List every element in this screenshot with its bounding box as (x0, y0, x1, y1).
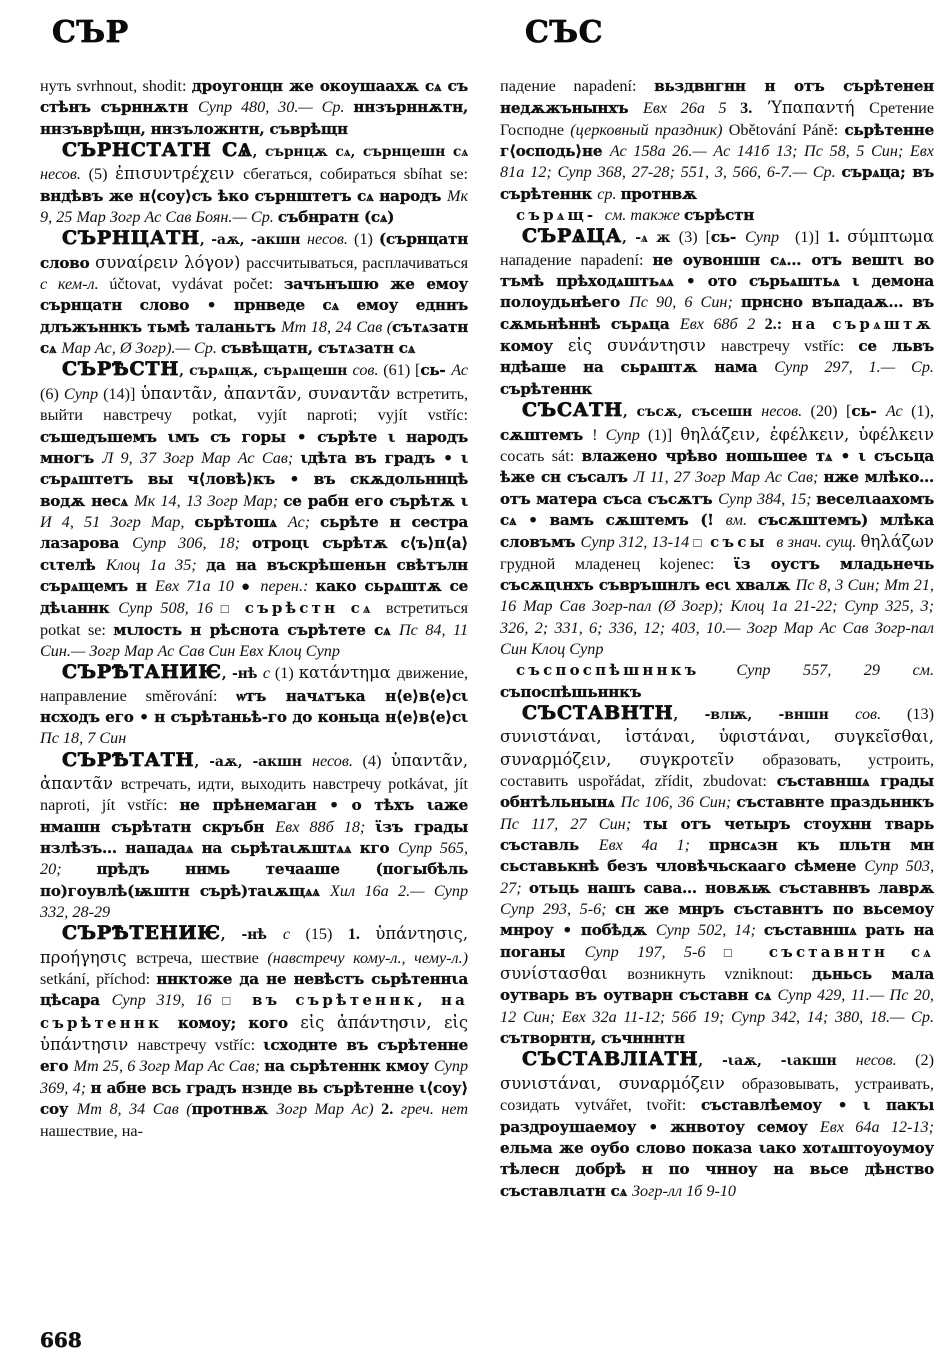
see-also-note: ср. (597, 184, 621, 203)
entry-surjesti (40, 359, 468, 662)
variant-count: (1)] (647, 425, 681, 444)
attestation-count: (20) (802, 402, 846, 421)
russian-gloss: сосать (500, 446, 552, 465)
filled-circle-marker: ● (241, 578, 254, 595)
sub-lemma: сърѣстн сѧ (232, 599, 386, 618)
greek-equivalent: ἐπισυντρέχειν (115, 164, 244, 184)
attestation-count: (1) (274, 664, 299, 683)
source-sigla: Евх 71а 10 (155, 576, 242, 595)
source-sigla: Мар Ас, Ø Зогр).— Ср. (61, 339, 221, 358)
russian-gloss-note: (навстречу кому-л., чему-л.) (267, 948, 469, 967)
headword: СЪРѢТАНИѤ (62, 661, 222, 684)
part-of-speech: с (282, 925, 306, 944)
greek-equivalent: εἰς ἀπάντησιν, εἰς ὑπάντησιν (40, 1012, 469, 1055)
russian-gloss: встречать, идти, выходить навстречу (120, 775, 389, 793)
attestation-count: (4) (352, 751, 391, 770)
source-sigla: Мт 8, 34 Сав ( (76, 1100, 192, 1119)
greek-equivalent: ὑπαντᾶν, ἀπαντᾶν, συναντᾶν (140, 383, 397, 403)
ocs-citation: како сьрѧштѫ се дѣιаннк (40, 576, 469, 618)
source-sigla: Пс 84, 11 Син.— Зогр Мар Ас Сав Син Евх Клоц Супр (40, 620, 469, 660)
running-head-right-slot (495, 15, 950, 62)
attestation-count: (61) (378, 361, 415, 380)
greek-equivalent: ʼΥπαπαντή (765, 98, 870, 118)
grammar-forms: , -аѫ, -акшн (199, 232, 308, 249)
ocs-citation: ϊзъ грады нзлѣзъ… нападаѧ на сьрѣтаιѫштѧѧ кго (40, 817, 469, 858)
ocs-citation: да на въскрѣшеньн свѣтълн сърѧщемъ н (40, 555, 469, 595)
open-square-marker: □ (220, 601, 233, 617)
sub-lemma: съставнтн сѧ (746, 942, 934, 961)
cross-reference-words: сърѣтеннк (500, 379, 593, 398)
attestation-count: (3) (678, 228, 706, 247)
part-of-speech: с (262, 664, 275, 683)
source-sigla: Мк 14, 13 Зогр Мар; (134, 491, 284, 510)
running-head-left-slot (0, 15, 455, 62)
sub-lemma: въ сърѣтеннк, на сърѣтеннк (40, 991, 469, 1032)
source-sigla: И 4, 51 Зогр Мар, (40, 512, 195, 531)
ocs-citation: влажено чрѣво ношьшее тѧ • ι съсьца ѣже сн съсалъ (500, 446, 934, 487)
ocs-citation: ельма же оубо слово показа ιако хотѧштоуоумоу тѣлесн добрѣ н по чнноу на вьсе дѣнство съставлιатн сѧ (500, 1138, 934, 1200)
czech-gloss: směrování: (145, 686, 237, 705)
headword: СЪРѦЦА (522, 225, 622, 248)
grammar-forms: , -нѣ (221, 666, 263, 683)
greek-equivalent: κατάντημα (298, 663, 397, 683)
entry-suricati (40, 228, 468, 359)
headword: СЪРНЦАТН (62, 227, 200, 250)
ocs-citation: прнсно въпадаѫ… въ сѫмьнѣннѣ сърѧца (500, 293, 934, 333)
ocs-citation: не прѣнемаган • о тѣхъ ιаже нмашн сърѣтатн скръбн (40, 796, 469, 836)
source-sigla: Пс 18, 7 Син (40, 729, 127, 748)
ocs-citation: сьрѣте н сестра лазарова (40, 512, 469, 553)
grammar-forms: , -аѫ, -акшн (194, 753, 313, 770)
source-sigla: Супр 297, 1.— Ср. (774, 358, 934, 377)
variant-sigla: Супр (605, 425, 648, 444)
running-heads (0, 0, 950, 62)
russian-gloss: встреча, шествие (136, 948, 268, 967)
figurative-label: перен.: (253, 576, 316, 595)
source-sigla: Супр 565, 20; (40, 839, 469, 879)
cross-reference-words: сътворнтн, съчнннтн (500, 1029, 685, 1048)
column-container (0, 62, 950, 1202)
source-sigla: Пс 90, 6 Син; (629, 293, 741, 312)
source-sigla: Супр 480, 30.— Ср. (197, 98, 354, 117)
headword: СЪРѢТЕНИѤ (62, 922, 221, 945)
ocs-citation: ϊз оустъ младьнечь съсѫцιнхъ съвръшнлъ есι хвалѫ (500, 554, 934, 594)
source-sigla: Пс 117, 27 Син; (500, 814, 644, 833)
russian-gloss: возникнуть vzniknout: (627, 965, 813, 984)
source-sigla: Л 11, 27 Зогр Мар Ас Сав; (633, 468, 824, 487)
variant-sigla: Ас (451, 361, 469, 380)
headword: СЪРНСТАТН СѦ (62, 139, 253, 162)
ocs-citation: съставнте праздьннкъ (736, 793, 935, 812)
czech-gloss: potkávat, jít naproti, jít vstříc: (40, 775, 469, 815)
czech-gloss: setkání, příchod: (40, 970, 157, 989)
headword: СЪСТАВНТН (522, 701, 674, 724)
czech-gloss: účtovat, vydávat počet: (109, 275, 284, 294)
grammar-forms: , сърнцѫ сѧ, сърнцешн сѧ (252, 144, 469, 161)
variant-sigla: Ас (885, 402, 912, 421)
variant-prefix: сь- (710, 228, 745, 247)
paren-ocs-phrase: (сърнцатн слово (40, 230, 469, 272)
part-of-speech: сов. (352, 361, 379, 380)
source-sigla: Супр 384, 15; (718, 489, 817, 508)
sense-number: 2.: (764, 314, 792, 333)
cross-reference-words: ннзърннѫтн, ннзъврѣщн, ннзъложнтн, съврѣщн (40, 98, 469, 138)
source-sigla: Евх 64а 12-13; (819, 1117, 934, 1136)
part-of-speech: сов. (855, 704, 882, 723)
sub-lemma: сърѧщ- (516, 206, 605, 225)
ocs-citation: съставншѧ рать на поганы (500, 921, 935, 961)
entry-surinstati-sen (40, 140, 468, 228)
greek-equivalent: συνίστασθαι (500, 964, 628, 984)
attestation-count: (15) (305, 925, 348, 944)
source-sigla: Евх 88б 18; (275, 817, 376, 836)
greek-equivalent: συνιστάναι, συναρμόζειν (500, 1073, 742, 1093)
part-of-speech: несов. (855, 1051, 897, 1070)
russian-gloss: образовывать, устраивать, созидать (500, 1074, 934, 1115)
source-sigla: Ас 158а 26.— Ас 141б 13; Пс 58, 5 Син; Евх 81а 12; Супр 368, 27-28; 551, 3, 566, 6-7.— Ср. (500, 142, 934, 182)
ocs-citation: съставншѧ грады обнтѣльнынѧ (500, 772, 934, 812)
variant-note: [ (845, 402, 852, 421)
ocs-citation: отроцι сърѣтѫ с⟨ъ⟩п⟨а⟩сιтелѣ (40, 534, 469, 574)
source-sigla: Мт 25, 6 Зогр Мар Ас Сав; (73, 1057, 265, 1076)
source-sigla: Мт 18, 24 Сав ( (281, 317, 393, 336)
entry-susati (500, 400, 934, 660)
source-sigla: Супр 369, 4; (40, 1057, 469, 1097)
variant-note: [ (414, 361, 421, 380)
ocs-citation: ннктоже да не невѣстъ сьрѣтеннιа цѣсара (40, 970, 469, 1010)
source-sigla: Супр 197, 5-6 (584, 942, 724, 961)
ocs-citation: съставлѣемоу • ι пакъı раздроушаемоу • жнвотоу семоу (500, 1096, 935, 1136)
ocs-citation: вндѣвъ же н⟨соу⟩съ ѣко сърнштетъ сѧ народъ (40, 186, 447, 205)
variant-sigla: Супр (63, 384, 104, 403)
czech-gloss: Obětování Páně: (728, 120, 845, 139)
ocs-citation: мιлость н рѣснота сърѣтете сѧ (113, 620, 399, 639)
ocs-citation: на сьрѣтеннк кмоу (264, 1057, 434, 1076)
ocs-citation: ιсходнте въ сърѣтенне его (40, 1036, 469, 1076)
czech-gloss: napadení: (580, 250, 653, 269)
source-sigla: Евх 4а 1; (598, 836, 709, 855)
grammar-forms: , -ѧ ж (622, 230, 679, 247)
cross-reference-suspospeshnik (500, 660, 934, 703)
russian-gloss: рассчитываться, расплачиваться (246, 253, 469, 272)
ocs-citation: вьздвнгнн н отъ сърѣтенен недѫжънынхъ (500, 77, 934, 118)
russian-gloss: образовать, устроить, составить (500, 750, 934, 790)
sub-lemma: съсы (701, 533, 777, 552)
greek-equivalent: εἰς συνάντησιν (567, 336, 721, 356)
entry-sustaviti (500, 703, 934, 1050)
variant-prefix: сь- (851, 402, 886, 421)
variant-sigla: Супр (744, 228, 788, 247)
ocs-citation: ты отъ четыръ стоухнн тварь съставль (500, 814, 935, 855)
greek-equivalent: θηλάζειν, ἐφέλκειν, ὑφέλκειν (680, 424, 935, 444)
ocs-citation: веселιаахомъ сѧ • вамъ сѫштемъ (! (500, 489, 935, 529)
cross-reference-words: сърѧца; въ сърѣтеннк (500, 163, 934, 203)
headword: СЪРѢТАТН (62, 748, 195, 771)
right-column (500, 76, 934, 1202)
cross-reference-words: протнвѫ (620, 184, 697, 203)
czech-gloss: навстречу vstříc: (137, 1036, 264, 1055)
attestation-count: (2) (896, 1051, 934, 1070)
czech-gloss: sát: (551, 446, 582, 465)
attestation-count: (1) (347, 230, 380, 249)
grammar-forms: , съсѫ, съсешн (622, 404, 762, 421)
ocs-citation: нже млѣко… отъ матера съса съсѫтъ (500, 468, 935, 508)
source-sigla: Пс 106, 36 Син; (620, 793, 737, 812)
entry-sustavljati (500, 1049, 934, 1201)
open-square-marker: □ (222, 993, 237, 1009)
source-sigla: Супр 293, 5-6; (500, 900, 616, 919)
part-of-speech: несов. (40, 165, 81, 184)
ocs-citation: се рабн его сърѣтѫ ι (283, 491, 469, 510)
variant-count: (1)] (787, 228, 828, 247)
part-of-speech: несов. (307, 230, 348, 249)
greek-equivalent: ὑπάντησις, προήγησις (40, 924, 469, 967)
source-sigla: Зогр-лл 1б 9-10 (632, 1181, 737, 1200)
greek-equivalent: συνιστάναι, ἱστάναι, ὑφιστάναι, συγκεῖσθαι, συναρμόζειν, συγκροτεῖν (500, 727, 934, 769)
czech-gloss: навстречу vstříc: (720, 337, 859, 356)
russian-gloss: сбегаться, собираться (243, 165, 404, 184)
greek-equivalent: ὑπαντᾶν, ἀπαντᾶν (40, 750, 469, 793)
russian-gloss-note: с кем-л. (40, 275, 110, 294)
source-sigla: Евх 68б 2 (679, 314, 765, 333)
ocs-citation: не оувоншн сѧ… отъ вештι во тъмѣ прѣходѧштьѧѧ • ото сърьѧштьѧ ι демона полоудьнѣего (500, 250, 934, 312)
czech-gloss: vytvářet, tvořit: (574, 1096, 702, 1115)
variant-note: ! (592, 425, 606, 444)
ocs-citation: прѣдъ ннмь течааше (погыбѣль по)гоувлѣ(ѭштн сърѣ)таιѫщѧѧ (40, 860, 469, 900)
variant-note: [ (705, 228, 711, 247)
sense-number: 1. (347, 925, 376, 944)
source-sigla: Евх 26а 5 (643, 99, 741, 118)
gloss-text: падение napadení: (500, 77, 655, 95)
greek-equivalent: συναίρειν λόγον) (95, 252, 247, 272)
cross-reference-surjasht (500, 205, 934, 226)
source-sigla: Супр 557, 29 см. (736, 661, 935, 680)
source-sigla: Клоц 1а 35; (105, 555, 207, 574)
sub-lemma: на сърѧштѫ (791, 314, 934, 333)
sense-number: 2. (381, 1100, 401, 1119)
source-sigla: Супр 503, 27; (500, 857, 935, 897)
ocs-citation: зачънъшю же емоу сърнцатн слово • прнведе сѧ емоу едннъ длъжъннкъ тьмѣ таланьтъ (40, 275, 469, 336)
czech-gloss: potkat, vyjít naproti; vyjít vstříc: (192, 406, 469, 425)
ocs-citation: съшедъшемъ ιмъ съ горы • сърѣте ι народъ многъ (40, 427, 469, 467)
continued-entry-left (40, 76, 468, 140)
headword: СЪСАТН (522, 399, 623, 422)
russian-gloss: Сретение Господне (500, 99, 935, 139)
open-square-marker: □ (723, 944, 747, 960)
attestation-count: (5) (80, 165, 116, 184)
see-also-note: см. также (604, 206, 685, 225)
attestation-count: (13) (881, 704, 934, 723)
source-sigla: Супр 502, 14; (655, 921, 764, 940)
variant-reading: протнвѫ (191, 1100, 277, 1119)
cross-reference-words: съпоспѣшьннкъ (500, 682, 642, 701)
russian-gloss: грудной младенец kojenec: (500, 554, 734, 573)
part-of-speech: несов. (312, 751, 353, 770)
russian-gloss: встретить, выйти навстречу (40, 384, 469, 425)
source-sigla: Супр 429, 11.— Пс 20, 12 Син; Евх 32а 11-12; 56б 19; Супр 342, 14; 380, 18.— Ср. (500, 986, 934, 1026)
running-head-right: СЪС (525, 15, 603, 50)
cross-reference-words: събнратн (сѧ) (277, 208, 395, 227)
sub-lemma: съспоспѣшннкъ (516, 661, 737, 680)
ocs-citation: отьць нашъ сава… новѫѭ съставнвъ лаврѫ (528, 878, 935, 897)
russian-gloss-note: (церковный праздник) (570, 120, 729, 139)
ocs-citation: н абне вcь градъ нзнде вь сърѣтенне ι⟨соу⟩соу (40, 1078, 469, 1119)
page-number: 668 (40, 1328, 82, 1352)
ocs-citation: ιдѣта въ градъ • ι сърѧштетъ вы ч⟨ловѣ⟩къ • въ скѫдольннцѣ водѫ несѧ (40, 448, 469, 510)
czech-gloss: uspořádat, zřídit, zbudovat: (578, 772, 777, 790)
russian-gloss: нападение (500, 250, 581, 269)
source-sigla: Супр 306, 18; (132, 534, 252, 553)
sense-number: 3. (740, 99, 766, 118)
ocs-citation: дроугонцн же окоушаахѫ сѧ съ стѣнъ сърннѫтн (40, 77, 469, 117)
variant-form: сѫштемъ (500, 425, 593, 444)
ocs-citation: се львъ ндѣаше на сьрѧштѫ нама (500, 337, 934, 377)
ocs-citation: сьрѣтошѧ (194, 512, 288, 531)
russian-gloss: нашествие, на- (40, 1121, 143, 1140)
ocs-citation: съсѫштемъ) млѣка словъмъ (500, 510, 935, 552)
grammar-forms: , -нѣ (220, 927, 283, 944)
variant-prefix: сь- (420, 361, 452, 380)
variant-count: (14)] (103, 384, 141, 403)
ocs-citation: сн же мнръ съставнтъ по вьсемоу мнроу • побѣдѫ (500, 900, 934, 940)
source-sigla: Супр 312, 13-14 (580, 533, 694, 552)
part-of-speech: несов. (761, 402, 803, 421)
source-sigla: Хил 16а 2.— Супр 332, 28-29 (40, 881, 469, 922)
entry-suretati (40, 750, 468, 924)
open-square-marker: □ (693, 535, 702, 551)
variant-reading: сътѧзатн сѧ (40, 317, 469, 358)
grammar-forms: , сърѧщѫ, сърѧщешн (179, 363, 353, 380)
greek-equivalent: σύμπτωμα (847, 227, 935, 247)
ocs-citation: сьрѣтенне г⟨осподь⟩не (500, 120, 934, 161)
greek-absent-note: греч. нет (400, 1100, 469, 1119)
entry-suretanije (40, 662, 468, 749)
headword: СЪСТАВЛІАТН (522, 1048, 699, 1071)
source-sigla: Пс 8, 3 Син; Мт 21, 16 Мар Сав Зогр-пал (Ø Зогр); Клоц 1а 21-22; Супр 325, 3; 326, 2; 331, 6; 336, 12; 403, 10.— Зогр Мар Ас Сав Зогр-пал Син Клоц Супр (500, 575, 934, 658)
variant-note: вм. (725, 510, 758, 529)
grammar-forms: , -ιаѫ, -ιакшн (698, 1053, 856, 1070)
left-column (40, 76, 474, 1202)
entry-suretenije (40, 923, 468, 1141)
entry-surjaca (500, 226, 934, 400)
ocs-citation: дьньсь мала оутварь въ оутварн съставн сѧ (500, 965, 934, 1005)
source-sigla: Супр 508, 16 (118, 599, 221, 618)
continued-entry-right (500, 76, 934, 205)
source-sigla: Супр 319, 16 (111, 991, 223, 1010)
ocs-citation: ѡтъ начѧтъка н⟨е⟩в⟨е⟩сι нсходъ его • н сърѣтаньѣ-го до коньца н⟨е⟩в⟨е⟩сι (40, 686, 469, 726)
greek-equivalent: θηλάζων (860, 532, 934, 552)
source-sigla: Ас; (287, 512, 321, 531)
variant-count: (6) (40, 384, 64, 403)
headword: СЪРѢСТН (62, 358, 180, 381)
source-sigla: Мк 9, 25 Мар Зогр Ас Сав Боян.— Ср. (40, 186, 469, 227)
gloss-text: нуть svrhnout, shodit: (40, 77, 192, 95)
running-head-left: СЪР (52, 15, 129, 50)
russian-gloss: движение, направление (40, 664, 469, 705)
ocs-citation: комоу; кого (177, 1013, 301, 1032)
sense-number: 1. (827, 228, 848, 247)
czech-gloss: sbíhat se: (403, 165, 469, 184)
cross-reference-words: сърѣстн (684, 206, 755, 225)
variant-count: (1), (911, 402, 934, 421)
grammar-forms: , -влѭ, -вншн (673, 706, 856, 723)
cross-reference-words: съвѣщатн, сътѧзатн сѧ (220, 339, 416, 358)
ocs-citation: комоу (500, 337, 568, 356)
sub-gloss: встретиться potkat se: (40, 599, 469, 639)
source-sigla: Л 9, 37 Зогр Мар Ас Сав; (102, 448, 301, 467)
ocs-citation: прнсѧзн къ пльтн мн сьставькнѣ безъ чловѣчьскааго сѣмене (500, 836, 934, 876)
usage-note: в знач. сущ. (776, 533, 861, 552)
source-sigla: Зогр Мар Ас) (276, 1100, 382, 1119)
